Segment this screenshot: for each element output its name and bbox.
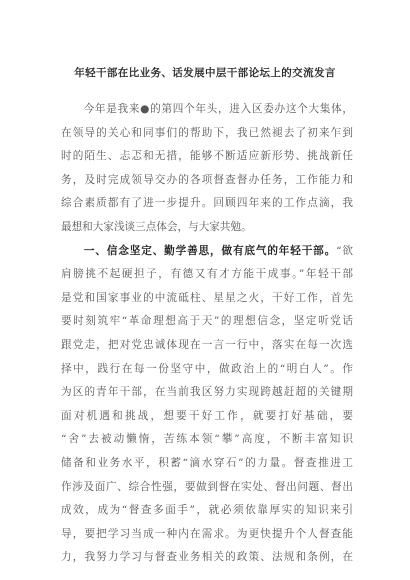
paragraph-line: 跟党走，把对党忠诚体现在一言一行中，落实在每一次选 bbox=[61, 338, 353, 351]
section-text: “欲 bbox=[336, 244, 353, 257]
document-body bbox=[61, 98, 353, 570]
paragraph-line: 今年是我来●的第四个年头，进入区委办这个大集体， bbox=[61, 103, 353, 115]
section-heading-line bbox=[61, 240, 353, 264]
paragraph-line: 力，我努力学习与督查业务相关的政策、法规和条例，在 bbox=[61, 551, 353, 564]
paragraph-line: 作涉及面广、综合性强，要做到督在实处、督出问题、督出 bbox=[61, 480, 353, 493]
paragraph-line: 综合素质都有了进一步提升。回顾四年来的工作点滴，我 bbox=[61, 197, 353, 210]
paragraph-line: 肩膀挑不起硬担子，有德又有才方能干成事。”年轻干部 bbox=[61, 268, 353, 281]
paragraph-line: 储备和业务水平，积蓄“滴水穿石”的力量。督查推进工 bbox=[61, 456, 353, 469]
paragraph-line: 择中，践行在每一份坚守中，做政治上的“明白人”。作 bbox=[61, 362, 353, 375]
paragraph-line: 要时刻筑牢“革命理想高于天”的理想信念，坚定听党话 bbox=[61, 315, 353, 328]
paragraph-line: 最想和大家浅谈三点体会，与大家共勉。 bbox=[61, 220, 252, 233]
paragraph-line: 时的陌生、忐忑和无措，能够不断适应新形势、挑战新任 bbox=[61, 150, 353, 163]
paragraph-line: 在领导的关心和同事们的帮助下，我已然褪去了初来乍到 bbox=[61, 126, 353, 139]
paragraph-line: 务，及时完成领导交办的各项督查督办任务，工作能力和 bbox=[61, 173, 353, 186]
paragraph-line: “舍”去被动懒惰，苦练本领“攀”高度，不断丰富知识 bbox=[61, 433, 353, 446]
section-heading: 一、信念坚定、勤学善思，做有底气的年轻干部。 bbox=[61, 244, 337, 257]
paragraph-line: 面对机遇和挑战，想要干好工作，就要打好基础，要 bbox=[61, 409, 353, 422]
paragraph-line: 是党和国家事业的中流砥柱、星星之火，干好工作，首先 bbox=[61, 291, 353, 304]
document-title: 年轻干部在比业务、话发展中层干部论坛上的交流发言 bbox=[74, 67, 336, 79]
paragraph-line: 为区的青年干部，在当前我区努力实现跨越赶超的关键期 bbox=[61, 386, 353, 399]
paragraph-line: 导，要把学习当成一种内在需求。为更快提升个人督查能 bbox=[61, 527, 353, 540]
paragraph-line: 成效，成为“督查多面手”，就必须依靠厚实的知识来引 bbox=[61, 504, 353, 517]
